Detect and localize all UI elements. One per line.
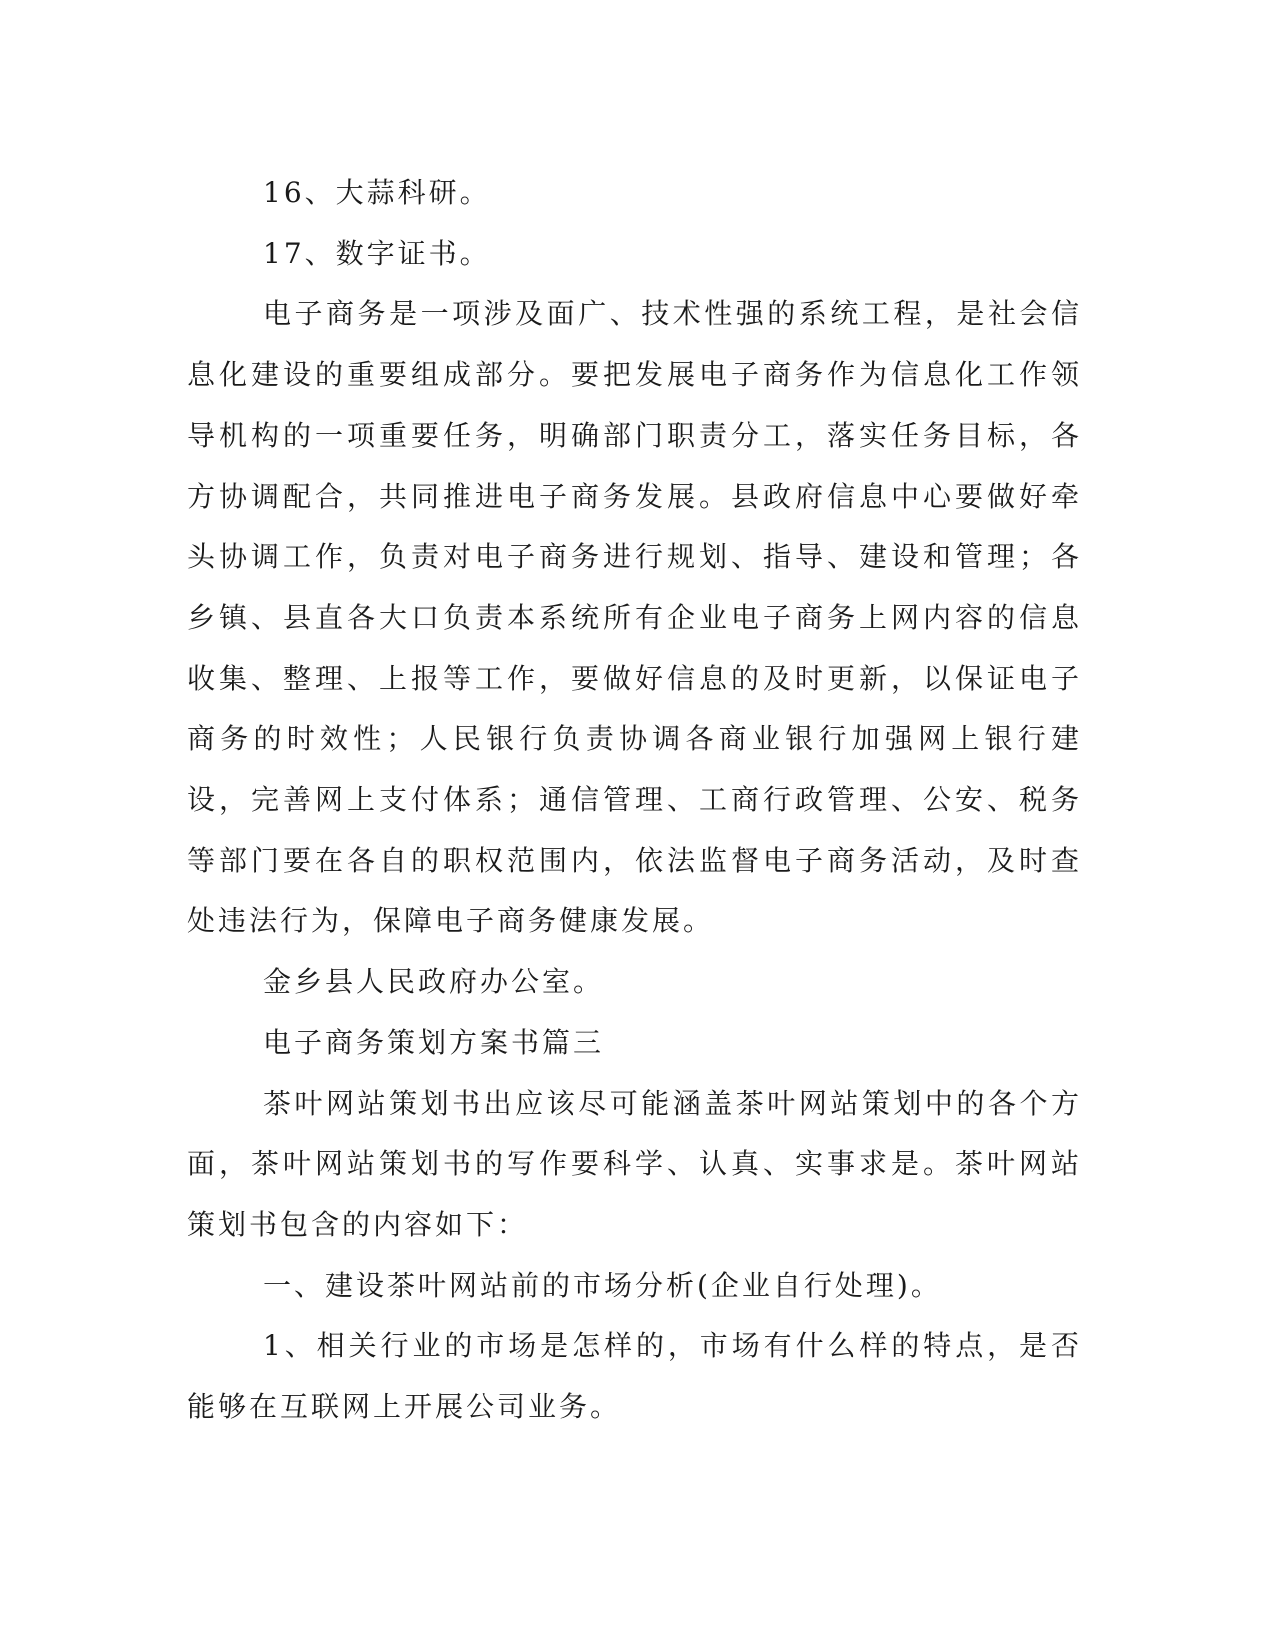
issuer-line: 金乡县人民政府办公室。 xyxy=(263,965,605,999)
list-item-17: 17、数字证书。 xyxy=(263,236,491,270)
subsection-heading: 一、建设茶叶网站前的市场分析(企业自行处理)。 xyxy=(263,1268,942,1302)
list-item-1: 1、相关行业的市场是怎样的，市场有什么样的特点，是否能够在互联网上开展公司业务。 xyxy=(187,1329,1082,1424)
body-paragraph-tea-website: 茶叶网站策划书出应该尽可能涵盖茶叶网站策划中的各个方面，茶叶网站策划书的写作要科学、认真、实事求是。茶叶网站策划书包含的内容如下： xyxy=(187,1086,1082,1241)
body-paragraph-ecommerce: 电子商务是一项涉及面广、技术性强的系统工程，是社会信息化建设的重要组成部分。要把发展电子商务作为信息化工作领导机构的一项重要任务，明确部门职责分工，落实任务目标，各方协调配合，共同推进电子商务发展。县政府信息中心要做好牵头协调工作，负责对电子商务进行规划、指导、建设和管理；各乡镇、县直各大口负责本系统所有企业电子商务上网内容的信息收集、整理、上报等工作，要做好信息的及时更新，以保证电子商务的时效性；人民银行负责协调各商业银行加强网上银行建设，完善网上支付体系；通信管理、工商行政管理、公安、税务等部门要在各自的职权范围内，依法监督电子商务活动，及时查处违法行为，保障电子商务健康发展。 xyxy=(187,297,1082,938)
document-body xyxy=(187,163,1082,1438)
section-heading: 电子商务策划方案书篇三 xyxy=(263,1025,605,1059)
list-item-16: 16、大蒜科研。 xyxy=(263,176,491,209)
